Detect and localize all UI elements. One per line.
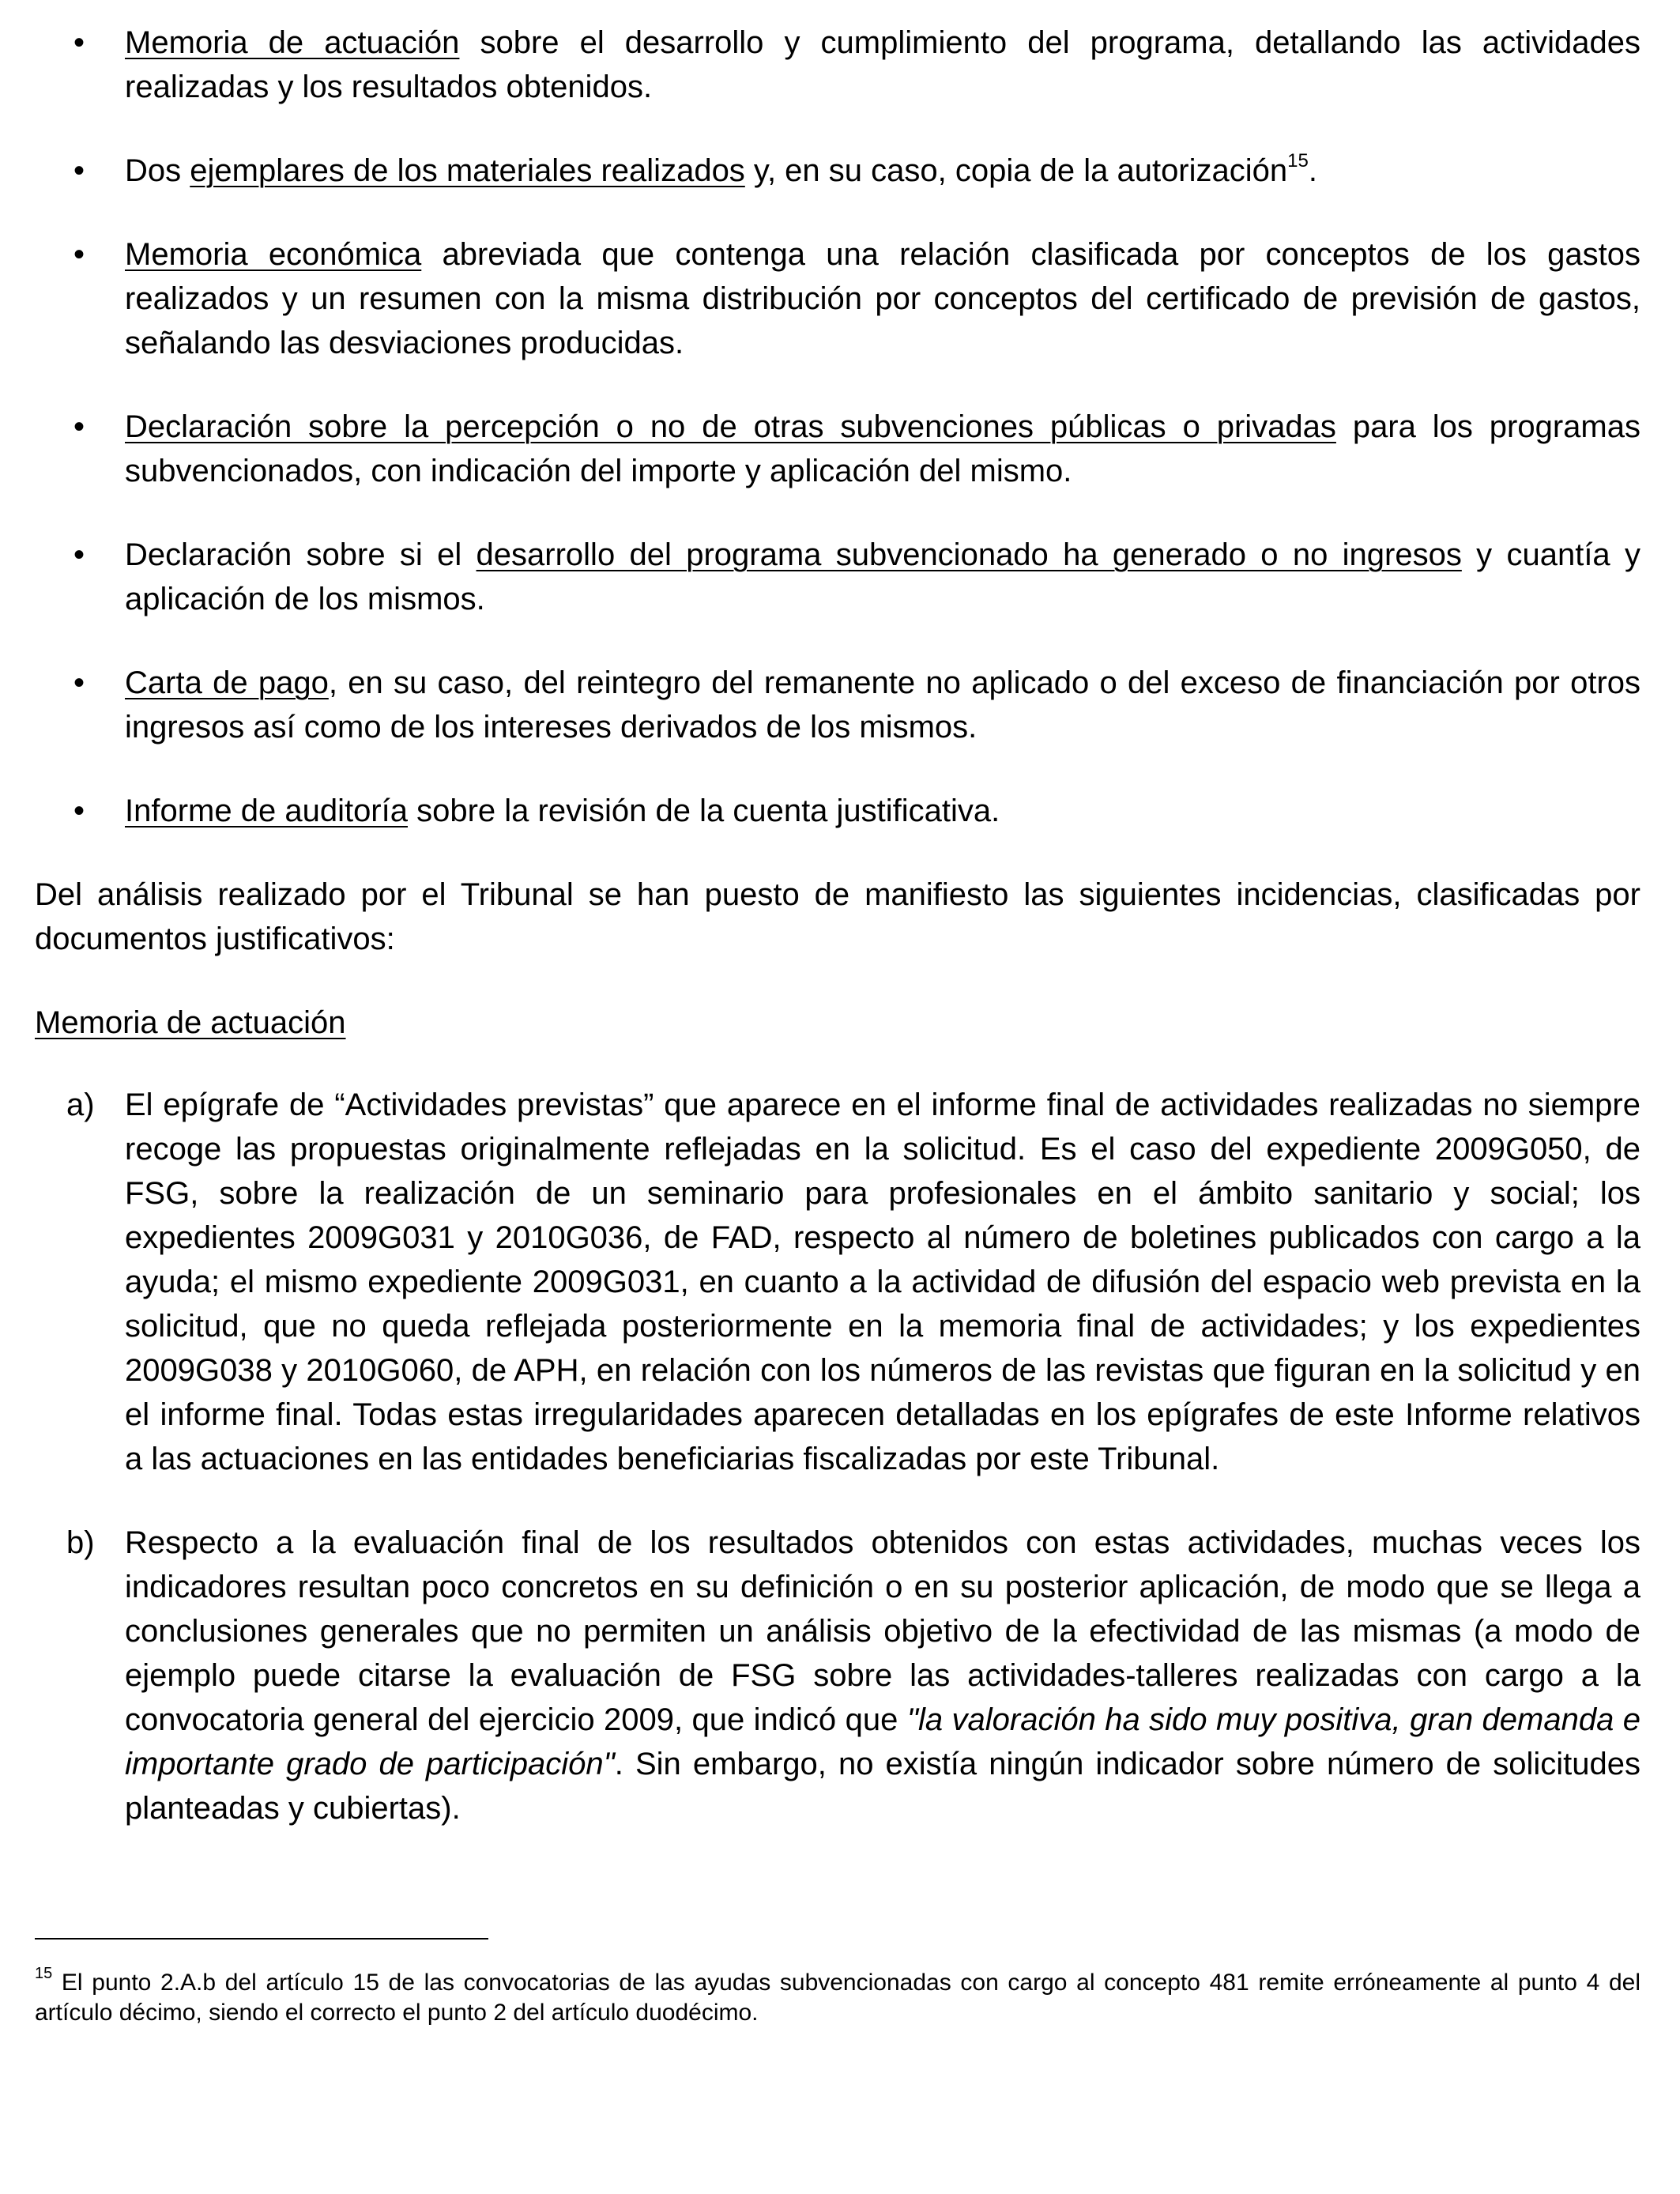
list-item — [35, 1083, 1640, 1481]
list-item — [35, 661, 1640, 749]
list-item-text: sobre el desarrollo y cumplimiento del programa, detallando las actividades realizadas y los resultados obtenidos. — [125, 25, 1640, 104]
list-item-text: sobre la revisión de la cuenta justificativa. — [408, 794, 1000, 828]
list-item-text: , en su caso, del reintegro del remanente no aplicado o del exceso de financiación por otros ingresos así como de los intereses derivados de los mismos. — [125, 665, 1641, 745]
document-type-link-text: Carta de pago — [125, 665, 329, 700]
list-item-text: El epígrafe de “Actividades previstas” que aparece en el informe final de actividades realizadas no siempre recoge las propuestas originalmente reflejadas en la solicitud. Es el caso del expediente 2009G050, de FSG, sobre la realización de un seminario para profesionales en el ámbito sanitario y social; los expedientes 2009G031 y 2010G036, de FAD, respecto al número de boletines publicados con cargo a la ayuda; el mismo expediente 2009G031, en cuanto a la actividad de difusión del espacio web prevista en la solicitud, que no queda reflejada posteriormente en la memoria final de actividades; y los expedientes 2009G038 y 2010G060, de APH, en relación con los números de las revistas que figuran en la solicitud y en el informe final. Todas estas irregularidades aparecen detalladas en los epígrafes de este Informe relativos a las actuaciones en las entidades beneficiarias fiscalizadas por este Tribunal. — [125, 1088, 1640, 1476]
list-item-text: para los programas subvencionados, con indicación del importe y aplicación del mismo. — [125, 409, 1640, 488]
incidents-list — [35, 1083, 1640, 1830]
list-marker: a) — [66, 1088, 95, 1122]
list-item-text: . Sin embargo, no existía ningún indicador sobre número de solicitudes planteadas y cubiertas). — [125, 1747, 1640, 1826]
document-body — [35, 21, 1640, 1870]
bullet-icon: • — [73, 665, 85, 700]
list-marker: b) — [66, 1525, 95, 1560]
bullet-icon: • — [73, 409, 85, 444]
footnote-separator — [35, 1938, 488, 1940]
document-type-link-text: Memoria económica — [125, 237, 422, 272]
document-type-link-text: Informe de auditoría — [125, 794, 408, 828]
footnote-text: El punto 2.A.b del artículo 15 de las convocatorias de las ayudas subvencionadas con cargo al concepto 481 remite erróneamente al punto 4 del artículo décimo, siendo el correcto el punto 2 del artículo duodécimo. — [35, 1970, 1640, 2026]
list-item-text: y cuantía y aplicación de los mismos. — [125, 537, 1640, 616]
required-documents-list — [35, 21, 1640, 833]
list-item-text: abreviada que contenga una relación clasificada por conceptos de los gastos realizados y un resumen con la misma distribución por conceptos del certificado de previsión de gastos, señalando las desviaciones producidas. — [125, 237, 1641, 360]
bullet-icon: • — [73, 25, 85, 60]
list-item — [35, 149, 1640, 193]
list-item — [35, 21, 1640, 109]
document-type-link-text: ejemplares de los materiales realizados — [190, 153, 745, 188]
list-item — [35, 533, 1640, 621]
bullet-icon: • — [73, 537, 85, 572]
list-item — [35, 789, 1640, 833]
italic-quote: "la valoración ha sido muy positiva, gran demanda e importante grado de participación" — [125, 1702, 1641, 1781]
footnote-reference[interactable]: 15 — [1287, 149, 1309, 172]
bullet-icon: • — [73, 153, 85, 188]
list-item — [35, 232, 1640, 365]
list-item-text: y, en su caso, copia de la autorización — [744, 153, 1288, 188]
bullet-icon: • — [73, 794, 85, 828]
list-item-text: Declaración sobre si el — [125, 537, 477, 572]
list-item-text: Dos — [125, 153, 190, 188]
document-type-link-text: desarrollo del programa subvencionado ha generado o no ingresos — [476, 537, 1462, 572]
footnote — [35, 1965, 1640, 2028]
document-type-link-text: Memoria de actuación — [125, 25, 460, 60]
document-type-link-text: Declaración sobre la percepción o no de otras subvenciones públicas o privadas — [125, 409, 1336, 444]
footnote-number: 15 — [35, 1965, 53, 1982]
list-item-text: . — [1308, 153, 1317, 188]
section-heading: Memoria de actuación — [35, 1005, 346, 1040]
bullet-icon: • — [73, 237, 85, 272]
list-item-text: Respecto a la evaluación final de los resultados obtenidos con estas actividades, muchas veces los indicadores resultan poco concretos en su definición o en su posterior aplicación, de modo que se llega a conclusiones generales que no permiten un análisis objetivo de la efectividad de las mismas (a modo de ejemplo puede citarse la evaluación de FSG sobre las actividades-talleres realizadas con cargo a la convocatoria general del ejercicio 2009, que indicó que — [125, 1525, 1640, 1737]
list-item — [35, 1521, 1640, 1830]
intro-paragraph: Del análisis realizado por el Tribunal se han puesto de manifiesto las siguientes incidencias, clasificadas por documentos justificativos: — [35, 877, 1640, 956]
list-item — [35, 405, 1640, 493]
